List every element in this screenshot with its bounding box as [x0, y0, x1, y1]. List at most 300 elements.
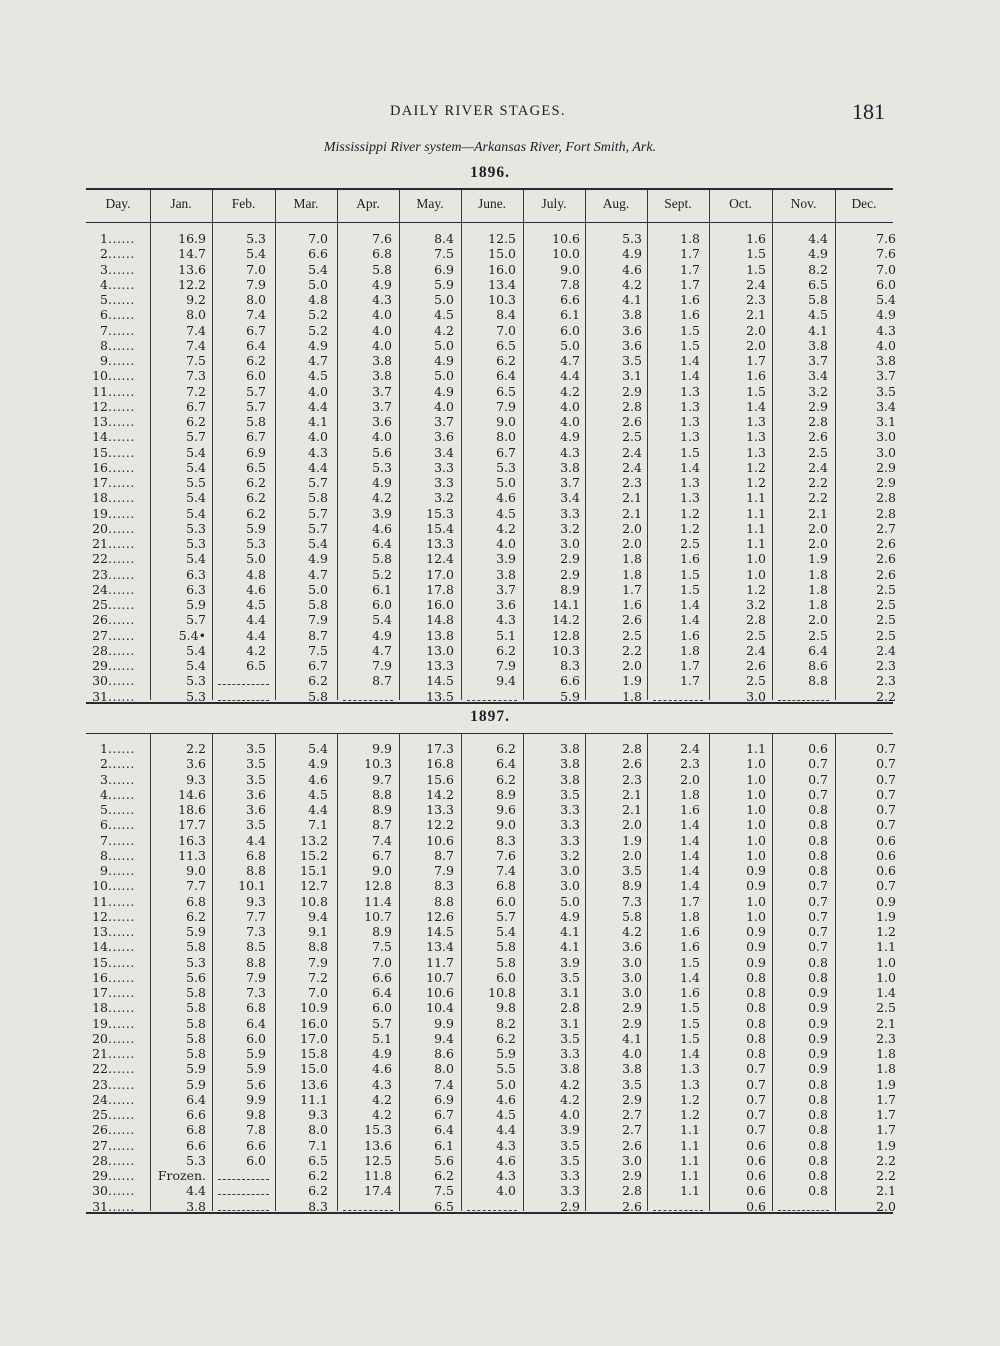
stage-value: 1.9	[876, 1137, 896, 1153]
stage-value: 7.3	[622, 893, 642, 909]
stage-value: 3.8	[560, 459, 580, 475]
day-number: 21	[92, 1046, 108, 1061]
day-number: 8	[100, 337, 108, 353]
stage-value: 8.3	[308, 1198, 328, 1214]
stage-value: 1.5	[680, 1000, 700, 1016]
running-head: DAILY RIVER STAGES.	[390, 103, 566, 119]
stage-value: 7.0	[308, 985, 328, 1000]
stage-value: 0.6	[876, 847, 896, 863]
stage-value: 4.3	[308, 444, 328, 460]
leader-dots: ......	[108, 475, 135, 490]
stage-value: 0.7	[876, 817, 896, 833]
stage-value: 12.2	[178, 276, 206, 292]
stage-value: 0.8	[808, 1168, 828, 1183]
stage-value: 6.2	[496, 353, 516, 368]
stage-value: 2.7	[622, 1107, 642, 1122]
stage-value: 0.7	[746, 1061, 766, 1077]
stage-value: 9.1	[308, 924, 328, 939]
day-number: 24	[92, 1091, 108, 1107]
stage-value: 9.0	[186, 863, 206, 878]
stage-value: 10.7	[364, 908, 392, 924]
stage-value: 12.5	[364, 1152, 392, 1168]
day-number: 9	[100, 353, 108, 368]
stage-value: 0.6	[746, 1137, 766, 1153]
stage-value: 7.6	[496, 847, 516, 863]
stage-value: 2.0	[622, 847, 642, 863]
stage-value: 2.5	[680, 536, 700, 551]
stage-value: 4.0	[372, 429, 392, 445]
stage-value: 12.5	[488, 231, 516, 246]
stage-value: 2.0	[622, 520, 642, 536]
day-number: 11	[92, 893, 108, 909]
stage-value: 0.6	[746, 1183, 766, 1199]
stage-value: 4.1	[308, 414, 328, 429]
stage-value: 6.2	[308, 1183, 328, 1199]
stage-value: 1.4	[680, 597, 700, 612]
stage-value: 7.4	[434, 1076, 454, 1092]
stage-value: 9.2	[186, 292, 206, 307]
stage-value: 8.9	[372, 924, 392, 939]
stage-value: 1.5	[680, 581, 700, 597]
stage-value: 4.0	[560, 1107, 580, 1122]
stage-value: 7.5	[434, 246, 454, 262]
stage-value: 2.8	[622, 398, 642, 414]
stage-value: 4.5	[496, 1107, 516, 1122]
stage-value: 8.8	[246, 863, 266, 878]
stage-value: 1.1	[876, 939, 896, 955]
stage-value: 5.1	[496, 627, 516, 643]
day-number: 15	[92, 954, 108, 970]
leader-dots: ......	[108, 429, 135, 445]
stage-value: 4.7	[308, 353, 328, 368]
stage-value: 16.0	[426, 597, 454, 612]
stage-value: 9.9	[434, 1015, 454, 1031]
stage-value: 3.8	[186, 1198, 206, 1214]
stage-value: 5.5	[186, 475, 206, 490]
stage-value: 0.8	[808, 954, 828, 970]
stage-value: 1.1	[680, 1152, 700, 1168]
day-number: 17	[92, 985, 108, 1000]
stage-value: 4.0	[560, 398, 580, 414]
stage-value: 17.7	[178, 817, 206, 833]
day-number: 7	[100, 832, 108, 848]
stage-value: 5.7	[246, 383, 266, 399]
stage-value: 1.1	[746, 536, 766, 551]
stage-value: 3.7	[560, 475, 580, 490]
stage-value: 5.7	[186, 429, 206, 445]
stage-value: 9.9	[246, 1091, 266, 1107]
stage-value: 5.3	[186, 1152, 206, 1168]
stage-value: 4.2	[560, 1091, 580, 1107]
stage-value: 3.0	[746, 688, 766, 704]
stage-value: 9.4	[308, 908, 328, 924]
stage-value: 2.5	[876, 627, 896, 643]
stage-value: 3.5	[560, 969, 580, 985]
stage-value: 5.0	[496, 1076, 516, 1092]
leader-dots: ......	[108, 688, 135, 704]
day-number: 26	[92, 1122, 108, 1138]
stage-value: 8.0	[246, 292, 266, 307]
stage-value: 3.0	[560, 536, 580, 551]
stage-value: 1.6	[622, 597, 642, 612]
stage-value: 6.1	[560, 307, 580, 323]
column-header-mar: Mar.	[293, 196, 319, 211]
stage-value: 4.6	[372, 520, 392, 536]
stage-value: 0.7	[746, 1091, 766, 1107]
stage-value: 7.6	[876, 246, 896, 262]
stage-value: 7.0	[876, 261, 896, 277]
stage-value: 5.4	[246, 246, 266, 262]
stage-value: 5.0	[560, 893, 580, 909]
stage-value: 1.3	[680, 383, 700, 399]
stage-value: 2.9	[622, 1168, 642, 1183]
stage-value: 0.8	[746, 1000, 766, 1016]
stage-value: 2.6	[876, 566, 896, 582]
stage-value: 2.8	[808, 414, 828, 429]
year-heading-1896: 1896.	[470, 164, 510, 181]
stage-value: 16.3	[178, 832, 206, 848]
stage-value: 7.4	[186, 322, 206, 338]
stage-value: 5.0	[496, 475, 516, 490]
leader-dots: ......	[108, 924, 135, 939]
stage-value: 5.4	[496, 924, 516, 939]
stage-value: 9.9	[372, 741, 392, 756]
stage-value: 4.3	[496, 612, 516, 628]
stage-value: 7.5	[186, 353, 206, 368]
day-number: 6	[100, 817, 108, 833]
stage-value: 11.8	[364, 1168, 392, 1183]
stage-value: 4.5	[434, 307, 454, 323]
stage-value: 5.9	[186, 597, 206, 612]
stage-value: 6.8	[186, 893, 206, 909]
leader-dots: ......	[108, 1183, 135, 1199]
stage-value: 3.8	[808, 337, 828, 353]
stage-value: 5.7	[246, 398, 266, 414]
stage-value: 0.7	[808, 756, 828, 772]
column-header-dec: Dec.	[851, 196, 877, 211]
stage-value: 0.8	[808, 1183, 828, 1199]
stage-value: 0.8	[808, 1107, 828, 1122]
stage-value: 6.7	[308, 658, 328, 673]
stage-value: 1.6	[680, 939, 700, 955]
stage-value: 4.3	[876, 322, 896, 338]
stage-value: 2.1	[876, 1183, 896, 1199]
stage-value: 15.0	[300, 1061, 328, 1077]
leader-dots: ......	[108, 459, 135, 475]
stage-value: 4.7	[308, 566, 328, 582]
stage-value: 3.2	[808, 383, 828, 399]
stage-value: 9.8	[246, 1107, 266, 1122]
stage-value: 6.0	[496, 893, 516, 909]
stage-value: 8.0	[496, 429, 516, 445]
stage-value: 2.7	[622, 1122, 642, 1138]
stage-value: 4.2	[560, 383, 580, 399]
stage-value: 4.0	[372, 322, 392, 338]
stage-value: 9.6	[496, 802, 516, 817]
stage-value: 12.6	[426, 908, 454, 924]
stage-value: 1.0	[746, 802, 766, 817]
stage-value: 1.3	[746, 414, 766, 429]
stage-value: 3.1	[560, 1015, 580, 1031]
stage-value: 2.6	[622, 1198, 642, 1214]
stage-value: 4.4	[808, 231, 828, 246]
day-number: 11	[92, 383, 108, 399]
stage-value: 0.8	[746, 1030, 766, 1046]
stage-value: 2.4	[808, 459, 828, 475]
leader-dots: ......	[108, 1076, 135, 1092]
stage-value: 13.2	[300, 832, 328, 848]
stage-value: 3.2	[434, 490, 454, 506]
stage-value: 3.7	[496, 581, 516, 597]
stage-value: 6.2	[246, 353, 266, 368]
stage-value: 8.0	[308, 1122, 328, 1138]
stage-value: 0.9	[746, 924, 766, 939]
day-number: 25	[92, 1107, 108, 1122]
stage-value: 2.0	[808, 536, 828, 551]
stage-value: 1.3	[680, 414, 700, 429]
stage-value: 1.7	[622, 581, 642, 597]
stage-value: 4.9	[372, 276, 392, 292]
stage-value: 0.9	[808, 1046, 828, 1061]
stage-value: 7.6	[876, 231, 896, 246]
day-number: 3	[100, 261, 108, 277]
stage-value: 3.3	[560, 1168, 580, 1183]
stage-value: 4.9	[308, 551, 328, 567]
stage-value: 5.4	[308, 536, 328, 551]
stage-value: 13.3	[426, 658, 454, 673]
stage-value: 0.7	[808, 878, 828, 894]
stage-value: 2.3	[746, 292, 766, 307]
stage-value: 1.2	[680, 520, 700, 536]
day-number: 20	[92, 520, 108, 536]
stage-value: 6.7	[496, 444, 516, 460]
stage-value: 5.8	[496, 939, 516, 955]
stage-value: 7.3	[246, 985, 266, 1000]
leader-dots: ......	[108, 581, 135, 597]
day-number: 10	[92, 878, 108, 894]
stage-value: 3.8	[560, 1061, 580, 1077]
leader-dots: ......	[108, 1122, 135, 1138]
stage-value: 8.4	[434, 231, 454, 246]
stage-value: 6.5	[808, 276, 828, 292]
stage-value: 6.6	[560, 292, 580, 307]
leader-dots: ......	[108, 863, 135, 878]
stage-value: 6.2	[496, 741, 516, 756]
leader-dots: ......	[108, 847, 135, 863]
stage-value: 14.5	[426, 673, 454, 689]
day-number: 14	[92, 939, 108, 955]
stage-value: 0.8	[808, 847, 828, 863]
leader-dots: ......	[108, 276, 135, 292]
stage-value: 3.9	[560, 1122, 580, 1138]
stage-value: 1.1	[680, 1137, 700, 1153]
stage-value: 8.3	[434, 878, 454, 894]
stage-value: 7.9	[496, 658, 516, 673]
day-number: 20	[92, 1030, 108, 1046]
column-header-day: Day.	[105, 196, 131, 211]
stage-value: 5.3	[186, 520, 206, 536]
stage-value: 17.0	[426, 566, 454, 582]
stage-value: 6.5	[308, 1152, 328, 1168]
stage-value: 4.4	[246, 627, 266, 643]
stage-value: 4.9	[308, 337, 328, 353]
stage-value: 5.3	[186, 536, 206, 551]
stage-value: 1.1	[746, 741, 766, 756]
day-number: 26	[92, 612, 108, 628]
stage-value: 4.0	[496, 536, 516, 551]
stage-value: 2.9	[808, 398, 828, 414]
stage-value: 1.8	[876, 1046, 896, 1061]
column-header-jan: Jan.	[170, 196, 192, 211]
stage-value: 5.7	[308, 520, 328, 536]
stage-value: 13.3	[426, 536, 454, 551]
leader-dots: ......	[108, 741, 135, 756]
stage-value: 13.3	[426, 802, 454, 817]
stage-value: 5.8	[622, 908, 642, 924]
stage-value: 6.8	[246, 847, 266, 863]
stage-value: 7.9	[496, 398, 516, 414]
stage-value: 2.2	[186, 741, 206, 756]
stage-value: 2.2	[622, 642, 642, 658]
day-number: 4	[100, 276, 108, 292]
stage-value: 6.4	[496, 368, 516, 384]
stage-value: 3.3	[560, 802, 580, 817]
stage-value: 4.1	[622, 1030, 642, 1046]
stage-value: 0.9	[808, 1015, 828, 1031]
leader-dots: ......	[108, 802, 135, 817]
stage-value: 1.5	[680, 444, 700, 460]
stage-value: 3.5	[622, 1076, 642, 1092]
stage-value: 14.2	[552, 612, 580, 628]
stage-value: 1.1	[680, 1122, 700, 1138]
leader-dots: ......	[108, 832, 135, 848]
stage-value: 0.6	[876, 832, 896, 848]
stage-value: 5.4•	[178, 627, 206, 643]
stage-value: 1.8	[680, 642, 700, 658]
stage-value: 5.2	[308, 307, 328, 323]
leader-dots: ......	[108, 893, 135, 909]
stage-value: 17.8	[426, 581, 454, 597]
stage-value: 4.1	[560, 939, 580, 955]
stage-value: 4.4	[308, 802, 328, 817]
stage-value: 5.4	[876, 292, 896, 307]
day-number: 27	[92, 1137, 108, 1153]
day-number: 29	[92, 658, 108, 673]
stage-value: 3.0	[622, 969, 642, 985]
stage-value: 10.3	[552, 642, 580, 658]
stage-value: 3.5	[876, 383, 896, 399]
stage-value: 5.7	[372, 1015, 392, 1031]
stage-value: 6.2	[308, 673, 328, 689]
stage-value: 1.1	[680, 1183, 700, 1199]
stage-value: 4.4	[246, 832, 266, 848]
stage-value: 16.8	[426, 756, 454, 772]
stage-value: 5.7	[308, 505, 328, 521]
stage-value: 1.4	[746, 398, 766, 414]
stage-value: 1.5	[680, 1030, 700, 1046]
stage-value: 11.3	[178, 847, 206, 863]
stage-value: 7.7	[186, 878, 206, 894]
stage-value: 8.2	[808, 261, 828, 277]
stage-value: 0.8	[746, 969, 766, 985]
leader-dots: ......	[108, 444, 135, 460]
stage-value: 2.0	[680, 771, 700, 787]
stage-value: 5.1	[372, 1030, 392, 1046]
stage-value: 6.2	[496, 1030, 516, 1046]
stage-value: 9.3	[308, 1107, 328, 1122]
stage-value: 4.9	[876, 307, 896, 323]
stage-value: 8.8	[434, 893, 454, 909]
stage-value: 5.4	[186, 658, 206, 673]
stage-value: 3.0	[622, 1152, 642, 1168]
stage-value: 4.5	[246, 597, 266, 612]
stage-value: 10.6	[426, 985, 454, 1000]
stage-value: 11.1	[300, 1091, 328, 1107]
stage-value: 1.6	[680, 802, 700, 817]
leader-dots: ......	[108, 1030, 135, 1046]
stage-value: 0.7	[876, 802, 896, 817]
stage-value: 3.2	[560, 847, 580, 863]
stage-value: 4.6	[496, 490, 516, 506]
stage-value: 3.1	[876, 414, 896, 429]
stage-value: 0.8	[808, 1137, 828, 1153]
leader-dots: ......	[108, 368, 135, 384]
stage-value: 0.7	[808, 893, 828, 909]
stage-value: 13.0	[426, 642, 454, 658]
stage-value: 2.9	[560, 566, 580, 582]
stage-value: 8.2	[496, 1015, 516, 1031]
stage-value: 7.6	[372, 231, 392, 246]
stage-value: 2.4	[746, 276, 766, 292]
stage-value: 15.6	[426, 771, 454, 787]
leader-dots: ......	[108, 1198, 135, 1214]
stage-value: 1.4	[680, 612, 700, 628]
stage-value: 16.0	[488, 261, 516, 277]
day-number: 6	[100, 307, 108, 323]
leader-dots: ......	[108, 1152, 135, 1168]
stage-value: 10.1	[238, 878, 266, 894]
stage-value: 15.0	[488, 246, 516, 262]
page-number: 181	[852, 99, 885, 124]
stage-value: 6.0	[246, 1152, 266, 1168]
stage-value: 10.8	[488, 985, 516, 1000]
stage-value: 5.8	[186, 1030, 206, 1046]
stage-value: 1.7	[680, 276, 700, 292]
stage-value: 2.0	[808, 520, 828, 536]
stage-value: 5.4	[186, 505, 206, 521]
stage-value: 2.6	[622, 756, 642, 772]
leader-dots: ......	[108, 817, 135, 833]
stage-value: 4.1	[622, 292, 642, 307]
leader-dots: ......	[108, 627, 135, 643]
stage-value: 7.7	[246, 908, 266, 924]
stage-value: 5.3	[186, 688, 206, 704]
stage-value: 12.2	[426, 817, 454, 833]
stage-value: 7.4	[186, 337, 206, 353]
stage-value: 2.9	[876, 459, 896, 475]
stage-value: 7.1	[308, 1137, 328, 1153]
stage-value: 16.0	[300, 1015, 328, 1031]
stage-value: 7.2	[308, 969, 328, 985]
leader-dots: ......	[108, 505, 135, 521]
stage-value: 3.3	[560, 832, 580, 848]
stage-value: 5.7	[308, 475, 328, 490]
stage-value: 1.8	[622, 688, 642, 704]
stage-value: 0.9	[808, 985, 828, 1000]
stage-value: 1.8	[622, 551, 642, 567]
stage-value: 0.9	[808, 1061, 828, 1077]
stage-value: 4.9	[372, 1046, 392, 1061]
